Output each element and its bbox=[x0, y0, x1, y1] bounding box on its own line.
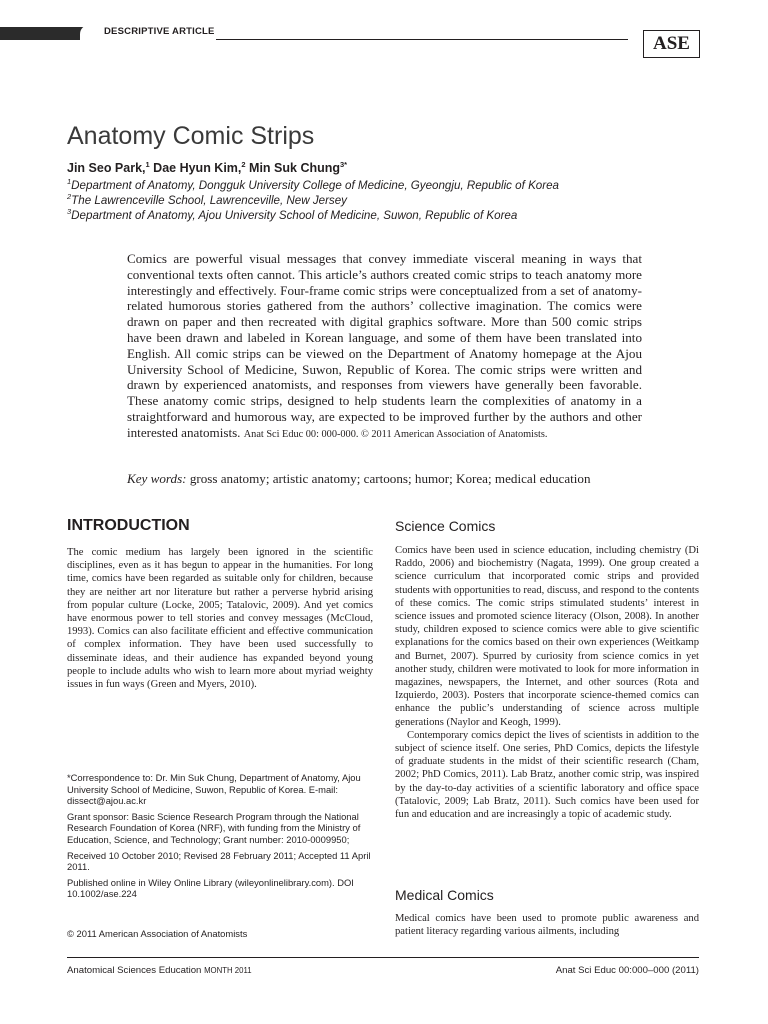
footer-journal bbox=[67, 965, 252, 976]
section-label: DESCRIPTIVE ARTICLE bbox=[104, 26, 215, 37]
keywords bbox=[127, 471, 591, 487]
author-sup: 2 bbox=[241, 159, 246, 169]
medical-comics-body bbox=[395, 912, 699, 938]
science-paragraph: Comics have been used in science education, including chemistry (Di Raddo, 2006) and biochemistry (Nagata, 1999). One group created a science curriculum that incorporated comic strips and provided students with opportunities to read, discuss, and respond to the contents of these comics. The comic strips stimulated students’ interest in science issues and promoted science literacy (Olson, 2008). In another study, children exposed to science comics were able to give scientific explanations for the comics based on their own experiences (Weitkamp and Burnet, 2007). Spurred by curiosity from science comics in yet another study, children were motivated to look for more information in magazines, newspapers, the Internet, and other sources (Rota and Izquierdo, 2003). Posters that incorporate science-themed comics can enhance the public’s understanding of science across multiple generations (Naylor and Keogh, 1999). bbox=[395, 545, 699, 728]
footer-citation: Anat Sci Educ 00:000–000 (2011) bbox=[555, 965, 699, 976]
footer-journal-name: Anatomical Sciences Education bbox=[67, 965, 202, 976]
science-comics-heading: Science Comics bbox=[395, 518, 496, 534]
footer-rule bbox=[67, 957, 699, 958]
author-name: Dae Hyun Kim, bbox=[153, 161, 242, 175]
publication-note: Published online in Wiley Online Library (wileyonlinelibrary.com). DOI 10.1002/ase.224 bbox=[67, 876, 354, 900]
intro-heading: INTRODUCTION bbox=[67, 517, 190, 534]
affiliation: $^3$Department of Anatomy, Ajou University School of Medicine, Suwon, Republic of Korea bbox=[67, 207, 518, 222]
journal-logo: ASE bbox=[643, 30, 700, 58]
affiliation: $^2$The Lawrenceville School, Lawrenceville, New Jersey bbox=[67, 192, 347, 207]
article-title: Anatomy Comic Strips bbox=[67, 122, 315, 150]
intro-body bbox=[67, 546, 373, 691]
intro-paragraph: The comic medium has largely been ignored in the scientific disciplines, even as it has begun to appear in the humanities. For long time, comics have been regarded as suitable only for children, because they are neither art nor literature but rather a perverse hybrid arising from popular culture (Locke, 2005; Tatalovic, 2009). And yet comics have enormous power to tell stories and convey messages (McCloud, 1993). Comics can also facilitate efficient and effective communication of complex information. They have been used successfully to disseminate ideas, and their audience has expanded beyond young people to include adults who wish to learn more about myriad weighty issues in fun ways (Green and Myers, 2010). bbox=[67, 547, 373, 691]
footer-month: MONTH 2011 bbox=[204, 966, 252, 975]
author-sup: 3* bbox=[340, 159, 348, 169]
footnotes bbox=[67, 772, 373, 904]
keywords-list: gross anatomy; artistic anatomy; cartoons; humor; Korea; medical education bbox=[189, 471, 591, 486]
abstract-text: Comics are powerful visual messages that convey immediate visceral meaning in ways that conventional texts often cannot. This article’s authors created comic strips to teach anatomy more interestingly and effectively. Four-frame comic strips were conceptualized from a set of anatomy-related humorous stories gathered from the authors’ collective imagination. The comics were drawn on paper and then recreated with digital graphics software. More than 500 comic strips have been drawn and labeled in Korean language, and some of them have been translated into English. All comic strips can be viewed on the Department of Anatomy homepage at the Ajou University School of Medicine, Suwon, Republic of Korea. The comic strips were written and drawn by experienced anatomists, and responses from viewers have generally been favorable. These anatomy comic strips, designed to help students learn the complexities of anatomy in a straightforward and humorous way, are expected to be improved further by the authors and other interested anatomists. bbox=[127, 251, 642, 440]
author-name: Jin Seo Park, bbox=[67, 161, 146, 175]
author-sup: 1 bbox=[145, 159, 150, 169]
author-list bbox=[67, 161, 347, 175]
abstract-citation: Anat Sci Educ 00: 000-000. © 2011 American Association of Anatomists. bbox=[243, 428, 548, 440]
copyright-note: © 2011 American Association of Anatomists bbox=[67, 928, 248, 939]
abstract bbox=[127, 251, 642, 443]
keywords-label: Key words: bbox=[127, 471, 187, 486]
science-comics-body bbox=[395, 544, 699, 821]
grant-note: Grant sponsor: Basic Science Research Program through the National Research Foundation of Korea (NRF), with funding from the Ministry of Education, Science, and Technology; Grant number: 2010-0009950; bbox=[67, 810, 361, 845]
correspondence-note: *Correspondence to: Dr. Min Suk Chung, Department of Anatomy, Ajou University School of Medicine, Suwon, Republic of Korea. E-mail: dissect@ajou.ac.kr bbox=[67, 772, 361, 807]
science-paragraph: Contemporary comics depict the lives of scientists in addition to the subject of science itself. One series, PhD Comics, depicts the lifestyle of graduate students in the midst of their scientific research (Cham, 2002; PhD Comics, 2011). Lab Bratz, another comic strip, was inspired by the day-to-day activities of a scientific laboratory and office space (Tatalovic, 2009; Lab Bratz, 2011). Such comics have been used for fun and education and are increasingly a topic of academic study. bbox=[395, 729, 699, 821]
header-rule bbox=[216, 39, 628, 40]
affiliation: $^1$Department of Anatomy, Dongguk University College of Medicine, Gyeongju, Republic of Korea bbox=[67, 177, 560, 192]
author-name: Min Suk Chung bbox=[249, 161, 341, 175]
medical-comics-heading: Medical Comics bbox=[395, 887, 494, 903]
dates-note: Received 10 October 2010; Revised 28 February 2011; Accepted 11 April 2011. bbox=[67, 849, 371, 873]
medical-paragraph: Medical comics have been used to promote public awareness and patient literacy regarding various ailments, including bbox=[395, 913, 699, 938]
